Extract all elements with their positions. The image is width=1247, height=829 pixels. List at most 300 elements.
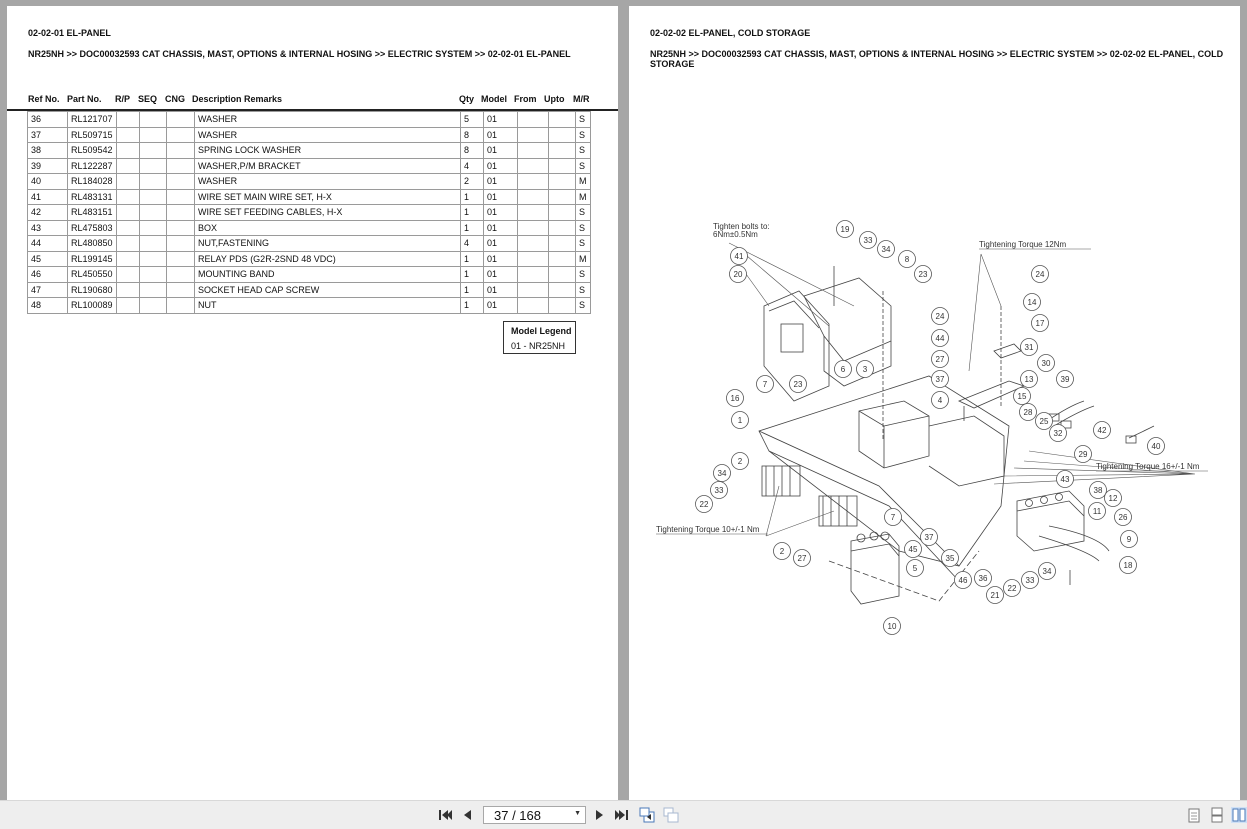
cell-mr: S <box>576 205 591 221</box>
cell-part: RL100089 <box>68 298 117 314</box>
callout-number: 43 <box>1060 475 1070 484</box>
cell-model: 01 <box>484 143 518 159</box>
cell-upto <box>549 174 576 190</box>
callout-bubble <box>732 412 749 429</box>
header-seq: SEQ <box>138 94 158 104</box>
callout-number: 39 <box>1060 375 1070 384</box>
callout-number: 41 <box>734 252 744 261</box>
callout-number: 34 <box>717 469 727 478</box>
cell-desc: WASHER <box>195 112 461 128</box>
page-indicator: 37 / 168 <box>494 808 541 823</box>
table-row <box>28 189 591 205</box>
next-page-icon <box>595 809 605 821</box>
callout-number: 8 <box>904 255 910 264</box>
cell-qty: 1 <box>461 267 484 283</box>
callout-number: 23 <box>918 270 928 279</box>
table-row <box>28 174 591 190</box>
next-view-button[interactable] <box>663 807 679 823</box>
cell-qty: 8 <box>461 127 484 143</box>
callout-bubble <box>1121 531 1138 548</box>
callout-bubble <box>696 496 713 513</box>
callout-bubble <box>907 560 924 577</box>
callout-number: 23 <box>793 380 803 389</box>
callout-number: 38 <box>1093 486 1103 495</box>
callout-bubble <box>1115 509 1132 526</box>
cell-part: RL121707 <box>68 112 117 128</box>
callout-number: 13 <box>1024 375 1034 384</box>
torque-note: Tightening Torque 12Nm <box>979 240 1067 249</box>
callout-bubble <box>1105 490 1122 507</box>
cell-part: RL509542 <box>68 143 117 159</box>
cell-mr: S <box>576 158 591 174</box>
callout-bubble <box>905 541 922 558</box>
section-title: 02-02-02 EL-PANEL, COLD STORAGE <box>650 28 811 38</box>
callout-number: 34 <box>1042 567 1052 576</box>
table-row <box>28 298 591 314</box>
callout-number: 33 <box>863 236 873 245</box>
cell-from <box>518 298 549 314</box>
callout-bubble <box>1024 294 1041 311</box>
chevron-down-icon: ▼ <box>574 810 581 817</box>
cell-mr: S <box>576 298 591 314</box>
cell-cng <box>167 282 195 298</box>
cell-rp <box>117 282 140 298</box>
table-row <box>28 112 591 128</box>
callout-number: 30 <box>1041 359 1051 368</box>
cell-rp <box>117 298 140 314</box>
cell-seq <box>140 127 167 143</box>
callout-bubble <box>727 390 744 407</box>
callout-number: 5 <box>912 564 918 573</box>
cell-part: RL475803 <box>68 220 117 236</box>
page-right <box>629 6 1240 800</box>
callout-bubble <box>932 330 949 347</box>
breadcrumb: NR25NH >> DOC00032593 CAT CHASSIS, MAST, OPTIONS & INTERNAL HOSING >> ELECTRIC SYSTEM >> 02-02-01 EL-PANEL <box>28 49 571 59</box>
cell-from <box>518 158 549 174</box>
previous-page-button[interactable] <box>459 807 475 823</box>
callout-number: 7 <box>762 380 768 389</box>
callout-number: 37 <box>935 375 945 384</box>
cell-desc: SPRING LOCK WASHER <box>195 143 461 159</box>
cell-desc: WASHER,P/M BRACKET <box>195 158 461 174</box>
cell-cng <box>167 158 195 174</box>
cell-upto <box>549 127 576 143</box>
cell-mr: M <box>576 189 591 205</box>
callout-bubble <box>1057 371 1074 388</box>
cell-cng <box>167 251 195 267</box>
callout-number: 24 <box>1035 270 1045 279</box>
cell-rp <box>117 112 140 128</box>
callout-bubble <box>1038 355 1055 372</box>
cell-upto <box>549 143 576 159</box>
cell-cng <box>167 267 195 283</box>
callout-number: 33 <box>714 486 724 495</box>
callout-bubble <box>730 266 747 283</box>
cell-rp <box>117 127 140 143</box>
cell-upto <box>549 189 576 205</box>
facing-pages-view-icon <box>1232 808 1246 822</box>
cell-from <box>518 174 549 190</box>
cell-desc: WIRE SET FEEDING CABLES, H-X <box>195 205 461 221</box>
callout-number: 9 <box>1126 535 1132 544</box>
header-part-no: Part No. <box>67 94 102 104</box>
cell-upto <box>549 158 576 174</box>
cell-model: 01 <box>484 298 518 314</box>
cell-from <box>518 236 549 252</box>
next-page-button[interactable] <box>592 807 608 823</box>
model-legend-title: Model Legend <box>511 326 572 336</box>
cell-ref: 39 <box>28 158 68 174</box>
cell-cng <box>167 143 195 159</box>
callout-bubble <box>932 371 949 388</box>
header-upto: Upto <box>544 94 565 104</box>
cell-upto <box>549 205 576 221</box>
callout-number: 25 <box>1039 417 1049 426</box>
cell-from <box>518 205 549 221</box>
continuous-view-button[interactable] <box>1209 807 1225 823</box>
callout-bubble <box>1020 404 1037 421</box>
header-rp: R/P <box>115 94 131 104</box>
callout-number: 28 <box>1023 408 1033 417</box>
callout-bubble <box>899 251 916 268</box>
callout-bubble <box>955 572 972 589</box>
cell-part: RL199145 <box>68 251 117 267</box>
callout-bubble <box>714 465 731 482</box>
callout-number: 12 <box>1108 494 1118 503</box>
cell-part: RL190680 <box>68 282 117 298</box>
cell-seq <box>140 267 167 283</box>
header-description: Description Remarks <box>192 94 283 104</box>
callout-number: 33 <box>1025 576 1035 585</box>
callout-bubble <box>1050 425 1067 442</box>
cell-model: 01 <box>484 174 518 190</box>
cell-cng <box>167 298 195 314</box>
cell-desc: SOCKET HEAD CAP SCREW <box>195 282 461 298</box>
callout-number: 27 <box>797 554 807 563</box>
callout-bubble <box>1022 572 1039 589</box>
cell-part: RL483131 <box>68 189 117 205</box>
callout-number: 46 <box>958 576 968 585</box>
cell-ref: 47 <box>28 282 68 298</box>
header-ref-no: Ref No. <box>28 94 60 104</box>
header-cng: CNG <box>165 94 185 104</box>
callout-bubble <box>774 543 791 560</box>
cell-upto <box>549 112 576 128</box>
header-model: Model <box>481 94 507 104</box>
table-row <box>28 267 591 283</box>
cell-ref: 42 <box>28 205 68 221</box>
cell-mr: S <box>576 282 591 298</box>
cell-rp <box>117 143 140 159</box>
callout-number: 2 <box>737 457 743 466</box>
last-page-button[interactable] <box>614 807 630 823</box>
cell-rp <box>117 158 140 174</box>
section-title: 02-02-01 EL-PANEL <box>28 28 111 38</box>
cell-from <box>518 282 549 298</box>
callout-number: 32 <box>1053 429 1063 438</box>
exploded-parts-diagram <box>629 6 1240 800</box>
callout-number: 10 <box>887 622 897 631</box>
cell-cng <box>167 236 195 252</box>
callout-bubble <box>857 361 874 378</box>
cell-desc: WIRE SET MAIN WIRE SET, H-X <box>195 189 461 205</box>
cell-mr: S <box>576 112 591 128</box>
callout-bubble <box>975 570 992 587</box>
cell-desc: WASHER <box>195 174 461 190</box>
cell-rp <box>117 267 140 283</box>
callout-bubble <box>932 392 949 409</box>
callout-number: 35 <box>945 554 955 563</box>
single-page-view-button[interactable] <box>1186 807 1202 823</box>
callout-number: 6 <box>840 365 846 374</box>
callout-number: 20 <box>733 270 743 279</box>
callout-number: 37 <box>924 533 934 542</box>
continuous-view-icon <box>1211 807 1223 823</box>
callout-number: 44 <box>935 334 945 343</box>
callout-bubble <box>711 482 728 499</box>
cell-cng <box>167 174 195 190</box>
callout-number: 4 <box>937 396 943 405</box>
table-row <box>28 220 591 236</box>
table-row <box>28 127 591 143</box>
callout-bubble <box>915 266 932 283</box>
table-row <box>28 251 591 267</box>
table-row <box>28 158 591 174</box>
callout-number: 24 <box>935 312 945 321</box>
cell-upto <box>549 236 576 252</box>
header-qty: Qty <box>459 94 475 104</box>
callout-bubble <box>1039 563 1056 580</box>
first-page-button[interactable] <box>437 807 453 823</box>
callout-number: 14 <box>1027 298 1037 307</box>
cell-qty: 1 <box>461 205 484 221</box>
cell-from <box>518 127 549 143</box>
cell-ref: 44 <box>28 236 68 252</box>
callout-number: 40 <box>1151 442 1161 451</box>
cell-seq <box>140 112 167 128</box>
cell-ref: 38 <box>28 143 68 159</box>
cell-model: 01 <box>484 220 518 236</box>
cell-qty: 5 <box>461 112 484 128</box>
navigation-toolbar <box>0 800 1247 829</box>
cell-qty: 1 <box>461 298 484 314</box>
callout-number: 18 <box>1123 561 1133 570</box>
callout-bubble <box>932 308 949 325</box>
callout-number: 34 <box>881 245 891 254</box>
torque-note: Tightening Torque 16+/-1 Nm <box>1096 462 1200 471</box>
cell-upto <box>549 298 576 314</box>
facing-pages-view-button[interactable] <box>1231 807 1247 823</box>
cell-cng <box>167 205 195 221</box>
cell-model: 01 <box>484 127 518 143</box>
callout-bubble <box>884 618 901 635</box>
callout-bubble <box>1014 388 1031 405</box>
callout-bubble <box>1120 557 1137 574</box>
cell-cng <box>167 112 195 128</box>
cell-part: RL480850 <box>68 236 117 252</box>
cell-model: 01 <box>484 112 518 128</box>
cell-rp <box>117 189 140 205</box>
cell-mr: S <box>576 236 591 252</box>
previous-view-button[interactable] <box>639 807 655 823</box>
cell-upto <box>549 282 576 298</box>
callout-bubble <box>732 453 749 470</box>
cell-desc: WASHER <box>195 127 461 143</box>
page-left <box>7 6 618 800</box>
last-page-icon <box>615 809 629 821</box>
callout-bubble <box>987 587 1004 604</box>
cell-from <box>518 220 549 236</box>
parts-table <box>27 111 591 314</box>
cell-mr: M <box>576 174 591 190</box>
callout-bubble <box>837 221 854 238</box>
callout-bubble <box>1021 371 1038 388</box>
cell-desc: RELAY PDS (G2R-2SND 48 VDC) <box>195 251 461 267</box>
cell-rp <box>117 220 140 236</box>
breadcrumb: NR25NH >> DOC00032593 CAT CHASSIS, MAST, OPTIONS & INTERNAL HOSING >> ELECTRIC SYSTEM >> 02-02-02 EL-PANEL, COLD STORAGE <box>650 49 1224 69</box>
cell-ref: 46 <box>28 267 68 283</box>
callout-number: 7 <box>890 513 896 522</box>
cell-cng <box>167 220 195 236</box>
cell-seq <box>140 174 167 190</box>
cell-model: 01 <box>484 251 518 267</box>
cell-model: 01 <box>484 236 518 252</box>
callout-number: 22 <box>699 500 709 509</box>
callout-number: 21 <box>990 591 1000 600</box>
previous-page-icon <box>462 809 472 821</box>
cell-desc: BOX <box>195 220 461 236</box>
callout-number: 27 <box>935 355 945 364</box>
cell-part: RL122287 <box>68 158 117 174</box>
cell-mr: S <box>576 267 591 283</box>
first-page-icon <box>438 809 452 821</box>
callout-number: 2 <box>779 547 785 556</box>
callout-bubble <box>1089 503 1106 520</box>
cell-qty: 4 <box>461 158 484 174</box>
cell-upto <box>549 251 576 267</box>
callout-number: 3 <box>862 365 868 374</box>
cell-desc: NUT,FASTENING <box>195 236 461 252</box>
cell-model: 01 <box>484 205 518 221</box>
callout-number: 16 <box>730 394 740 403</box>
callout-bubble <box>878 241 895 258</box>
torque-note: 6Nm±0.5Nm <box>713 230 758 239</box>
callout-bubble <box>1057 471 1074 488</box>
callout-number: 15 <box>1017 392 1027 401</box>
torque-note: Tighten bolts to: <box>713 222 770 231</box>
cell-seq <box>140 282 167 298</box>
header-from: From <box>514 94 537 104</box>
previous-view-icon <box>639 807 655 823</box>
cell-part: RL184028 <box>68 174 117 190</box>
diagram-drawing <box>629 6 1240 800</box>
callout-bubble <box>790 376 807 393</box>
callout-bubble <box>1075 446 1092 463</box>
model-legend-entry: 01 - NR25NH <box>511 341 566 351</box>
cell-ref: 48 <box>28 298 68 314</box>
cell-ref: 40 <box>28 174 68 190</box>
callout-bubble <box>757 376 774 393</box>
cell-seq <box>140 220 167 236</box>
cell-model: 01 <box>484 189 518 205</box>
cell-part: RL450550 <box>68 267 117 283</box>
cell-cng <box>167 189 195 205</box>
cell-qty: 1 <box>461 251 484 267</box>
cell-desc: NUT <box>195 298 461 314</box>
cell-part: RL483151 <box>68 205 117 221</box>
cell-desc: MOUNTING BAND <box>195 267 461 283</box>
cell-seq <box>140 158 167 174</box>
cell-rp <box>117 174 140 190</box>
cell-seq <box>140 205 167 221</box>
cell-part: RL509715 <box>68 127 117 143</box>
callout-bubble <box>1032 315 1049 332</box>
cell-qty: 1 <box>461 189 484 205</box>
callout-bubble <box>1004 580 1021 597</box>
cell-ref: 43 <box>28 220 68 236</box>
cell-rp <box>117 236 140 252</box>
cell-model: 01 <box>484 282 518 298</box>
header-mr: M/R <box>573 94 590 104</box>
callout-bubble <box>835 361 852 378</box>
cell-upto <box>549 220 576 236</box>
cell-seq <box>140 298 167 314</box>
cell-ref: 36 <box>28 112 68 128</box>
callout-bubble <box>1094 422 1111 439</box>
callout-bubble <box>731 248 748 265</box>
cell-mr: S <box>576 143 591 159</box>
callout-number: 45 <box>908 545 918 554</box>
cell-model: 01 <box>484 267 518 283</box>
cell-rp <box>117 251 140 267</box>
table-row <box>28 205 591 221</box>
model-legend <box>503 321 576 354</box>
callout-bubble <box>942 550 959 567</box>
callout-number: 31 <box>1024 343 1034 352</box>
cell-qty: 1 <box>461 282 484 298</box>
cell-ref: 37 <box>28 127 68 143</box>
callout-number: 36 <box>978 574 988 583</box>
cell-qty: 1 <box>461 220 484 236</box>
cell-upto <box>549 267 576 283</box>
cell-qty: 2 <box>461 174 484 190</box>
page-number-select[interactable] <box>483 806 586 824</box>
callout-number: 26 <box>1118 513 1128 522</box>
torque-note: Tightening Torque 10+/-1 Nm <box>656 525 760 534</box>
cell-from <box>518 189 549 205</box>
cell-seq <box>140 251 167 267</box>
single-page-view-icon <box>1188 808 1200 823</box>
callout-bubble <box>1036 413 1053 430</box>
cell-cng <box>167 127 195 143</box>
cell-model: 01 <box>484 158 518 174</box>
cell-ref: 45 <box>28 251 68 267</box>
callout-bubble <box>794 550 811 567</box>
callout-number: 1 <box>737 416 743 425</box>
next-view-icon <box>663 807 679 823</box>
callout-bubble <box>1021 339 1038 356</box>
callout-number: 17 <box>1035 319 1045 328</box>
table-row <box>28 143 591 159</box>
cell-from <box>518 112 549 128</box>
callout-number: 19 <box>840 225 850 234</box>
cell-mr: S <box>576 127 591 143</box>
cell-seq <box>140 236 167 252</box>
cell-from <box>518 143 549 159</box>
cell-seq <box>140 189 167 205</box>
callout-number: 11 <box>1092 507 1102 516</box>
cell-mr: M <box>576 251 591 267</box>
